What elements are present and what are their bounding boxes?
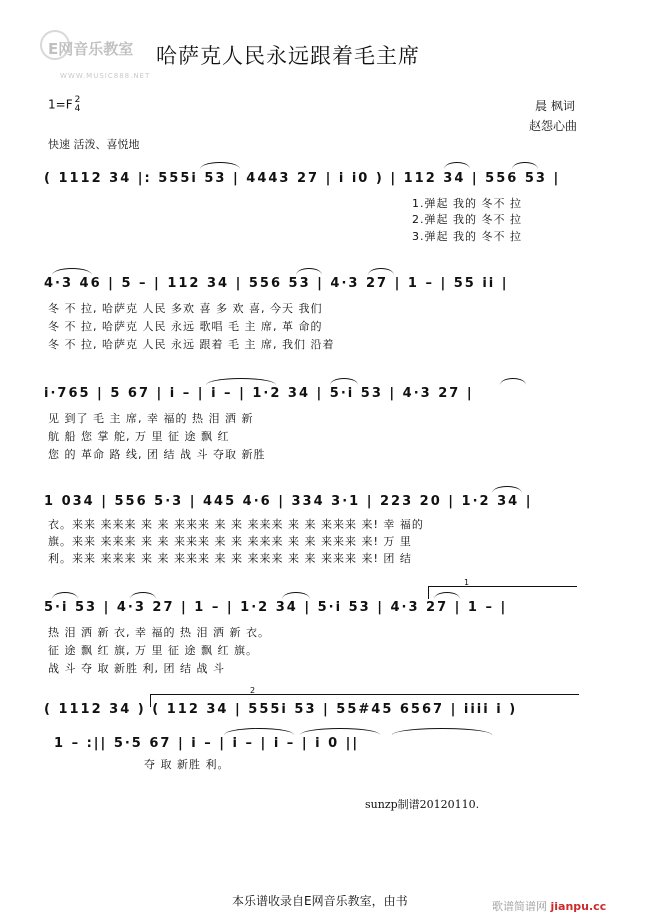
lyric-line-5-2: 征 途 飘 红 旗, 万 里 征 途 飘 红 旗。 [48, 644, 258, 657]
key-label: 1=F [48, 97, 73, 112]
slur [392, 728, 492, 735]
slur [200, 162, 240, 169]
lyric-line-1-2: 2.弹起 我的 冬不 拉 [412, 213, 522, 226]
slur [500, 378, 526, 385]
key-signature [48, 96, 80, 114]
lyric-line-5-3: 战 斗 夺 取 新胜 利, 团 结 战 斗 [48, 662, 225, 675]
site-name: 歌谱简谱网 [492, 900, 547, 913]
lyric-line-7-1: 夺 取 新胜 利。 [144, 758, 230, 771]
slur [282, 592, 310, 599]
slur [444, 162, 470, 169]
lyric-line-2-2: 冬 不 拉, 哈萨克 人民 永远 歌唱 毛 主 席, 革 命的 [48, 320, 323, 333]
lyric-line-2-3: 冬 不 拉, 哈萨克 人民 永远 跟着 毛 主 席, 我们 沿着 [48, 338, 335, 351]
slur [206, 378, 276, 385]
source-note: 本乐谱收录自E网音乐教室，由书 [232, 894, 408, 908]
site-watermark [492, 898, 606, 914]
slur [52, 592, 78, 599]
lyric-line-4-1: 衣。来来 来来来 来 来 来来来 来 来 来来来 来 来 来来来 来! 幸 福的 [48, 518, 424, 531]
slur [296, 268, 322, 275]
lyric-line-3-3: 您 的 革命 路 线, 团 结 战 斗 夺取 新胜 [48, 448, 266, 461]
score-row-5: 5·i 53 | 4·3 27 | 1 – | 1·2 34 | 5·i 53 | 4·3 27 | 1 – | [44, 600, 508, 615]
lyric-line-3-2: 航 船 您 掌 舵, 万 里 征 途 飘 红 [48, 430, 230, 443]
slur [512, 162, 538, 169]
slur [130, 592, 156, 599]
watermark-url: WWW.MUSIC888.NET [60, 72, 151, 80]
score-row-2: 4·3 46 | 5 – | 112 34 | 556 53 | 4·3 27 | 1 – | 55 ii | [44, 276, 509, 291]
slur [224, 728, 294, 735]
composer: 赵怨心曲 [529, 119, 578, 133]
tempo-marking: 快速 活泼、喜悦地 [48, 138, 140, 151]
volta-first-label: 1 [464, 578, 470, 587]
slur [492, 486, 522, 493]
score-row-6: ( 1112 34 ) ( 112 34 | 555i 53 | 55#45 6567 | iiii i ) [44, 702, 518, 717]
slur [52, 268, 92, 275]
lyric-line-5-1: 热 泪 洒 新 衣, 幸 福的 热 泪 洒 新 衣。 [48, 626, 270, 639]
lyricist: 晨 枫词 [535, 99, 575, 113]
lyric-line-1-1: 1.弹起 我的 冬不 拉 [412, 197, 522, 210]
site-url: jianpu.cc [550, 900, 607, 913]
volta-second-label: 2 [250, 686, 256, 695]
time-signature: 2 4 [74, 95, 81, 114]
slur [330, 378, 358, 385]
score-row-1: ( 1112 34 |: 555i 53 | 4443 27 | i i0 ) | 112 34 | 556 53 | [44, 171, 561, 186]
slur [368, 268, 394, 275]
slur [434, 592, 460, 599]
score-row-4: 1 034 | 556 5·3 | 445 4·6 | 334 3·1 | 223 20 | 1·2 34 | [44, 494, 533, 509]
song-title: 哈萨克人民永远跟着毛主席 [156, 44, 420, 68]
score-row-7: 1 – :|| 5·5 67 | i – | i – | i – | i 0 || [54, 736, 360, 751]
lyric-line-4-2: 旗。来来 来来来 来 来 来来来 来 来 来来来 来 来 来来来 来! 万 里 [48, 535, 412, 548]
slur [300, 728, 380, 735]
lyric-line-4-3: 利。来来 来来来 来 来 来来来 来 来 来来来 来 来 来来来 来! 团 结 [48, 552, 412, 565]
lyric-line-2-1: 冬 不 拉, 哈萨克 人民 多欢 喜 多 欢 喜, 今天 我们 [48, 302, 323, 315]
lyric-line-3-1: 见 到了 毛 主 席, 幸 福的 热 泪 洒 新 [48, 412, 254, 425]
watermark-brand: E网音乐教室 [48, 40, 134, 58]
transcriber-credit: sunzp制谱20120110. [365, 798, 480, 811]
lyric-line-1-3: 3.弹起 我的 冬不 拉 [412, 230, 522, 243]
score-row-3: i·765 | 5 67 | i – | i – | 1·2 34 | 5·i 53 | 4·3 27 | [44, 386, 474, 401]
